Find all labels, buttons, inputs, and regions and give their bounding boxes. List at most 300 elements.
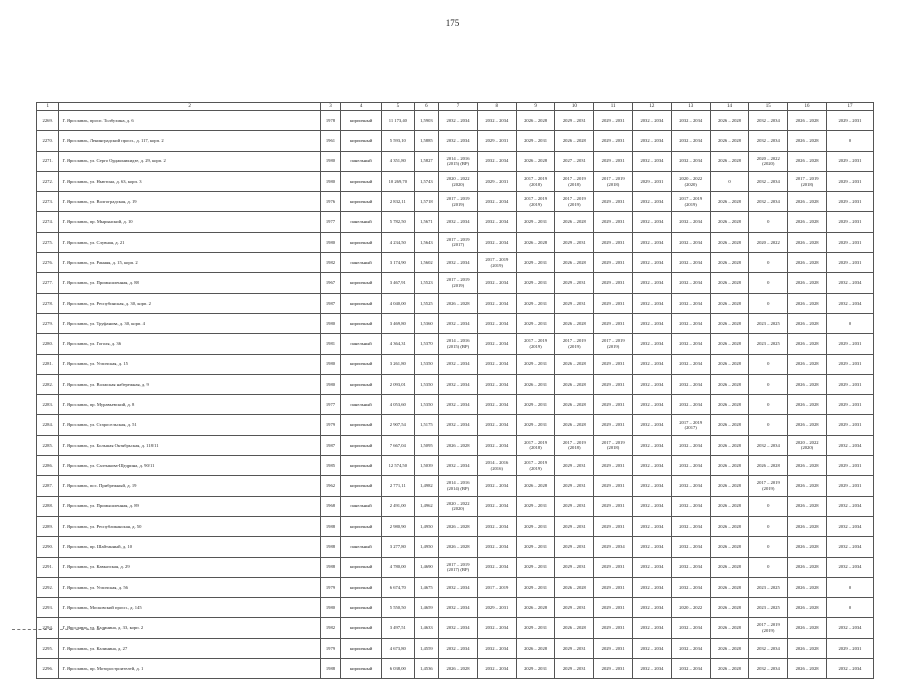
period-col-12-cell: 2032 – 2034 xyxy=(633,415,672,435)
period-col-11-cell: 2029 – 2031 xyxy=(594,496,633,516)
period-col-11-cell: 2029 – 2031 xyxy=(594,516,633,536)
year-built-cell: 1988 xyxy=(320,516,340,536)
period-col-17-cell: 2029 – 2031 xyxy=(826,374,873,394)
period-col-12-cell: 2032 – 2034 xyxy=(633,212,672,232)
area-cell: 3 261,80 xyxy=(381,354,414,374)
period-col-12-cell: 2032 – 2034 xyxy=(633,354,672,374)
period-col-17-cell: 2032 – 2034 xyxy=(826,516,873,536)
table-row xyxy=(37,293,874,313)
period-col-13-cell: 2017 – 2019 (2017) xyxy=(671,415,710,435)
coefficient-cell: 1,5360 xyxy=(414,313,438,333)
table-row xyxy=(37,212,874,232)
wall-material-cell: кирпичный xyxy=(341,618,382,638)
area-cell: 3 277,80 xyxy=(381,537,414,557)
period-col-9-cell: 2017 – 2019 (2019) xyxy=(516,456,555,476)
period-col-10-cell: 2026 – 2028 xyxy=(555,253,594,273)
period-col-15-cell: 2023 – 2025 xyxy=(749,598,788,618)
period-col-7-cell: 2032 – 2034 xyxy=(439,415,478,435)
period-col-11-cell: 2017 – 2019 (2019) xyxy=(594,334,633,354)
period-col-10-cell: 2029 – 2031 xyxy=(555,537,594,557)
period-col-11-cell: 2029 – 2031 xyxy=(594,192,633,212)
period-col-7-cell: 2032 – 2034 xyxy=(439,577,478,597)
year-built-cell: 1980 xyxy=(320,232,340,252)
period-col-10-cell: 2029 – 2031 xyxy=(555,598,594,618)
period-col-15-cell: 0 xyxy=(749,374,788,394)
period-col-10-cell: 2026 – 2028 xyxy=(555,212,594,232)
coefficient-cell: 1,5350 xyxy=(414,354,438,374)
row-number-cell: 2289. xyxy=(37,516,59,536)
period-col-15-cell: 2023 – 2025 xyxy=(749,313,788,333)
period-col-11-cell: 2029 – 2031 xyxy=(594,111,633,131)
period-col-10-cell: 2017 – 2019 (2019) xyxy=(555,334,594,354)
period-col-14-cell: 2026 – 2028 xyxy=(710,435,749,455)
coefficient-cell: 1,4690 xyxy=(414,557,438,577)
table-row xyxy=(37,435,874,455)
period-col-12-cell: 2032 – 2034 xyxy=(633,496,672,516)
row-number-cell: 2280. xyxy=(37,334,59,354)
wall-material-cell: панельный xyxy=(341,212,382,232)
coefficient-cell: 1,4559 xyxy=(414,638,438,658)
period-col-7-cell: 2020 – 2022 (2020) xyxy=(439,496,478,516)
coefficient-cell: 1,5827 xyxy=(414,151,438,171)
period-col-8-cell: 2032 – 2034 xyxy=(477,212,516,232)
period-col-12-cell: 2032 – 2034 xyxy=(633,334,672,354)
period-col-7-cell: 2026 – 2028 xyxy=(439,537,478,557)
period-col-16-cell: 2026 – 2028 xyxy=(788,273,827,293)
period-col-14-cell: 0 xyxy=(710,171,749,191)
period-col-14-cell: 2026 – 2028 xyxy=(710,354,749,374)
table-row xyxy=(37,192,874,212)
period-col-10-cell: 2026 – 2028 xyxy=(555,374,594,394)
year-built-cell: 1980 xyxy=(320,151,340,171)
period-col-7-cell: 2032 – 2034 xyxy=(439,131,478,151)
period-col-14-cell: 2026 – 2028 xyxy=(710,496,749,516)
year-built-cell: 1977 xyxy=(320,212,340,232)
coefficient-cell: 1,5350 xyxy=(414,395,438,415)
period-col-14-cell: 2026 – 2028 xyxy=(710,293,749,313)
period-col-10-cell: 2026 – 2028 xyxy=(555,618,594,638)
table-row xyxy=(37,253,874,273)
period-col-15-cell: 2026 – 2028 xyxy=(749,456,788,476)
period-col-15-cell: 2023 – 2025 xyxy=(749,577,788,597)
period-col-15-cell: 2032 – 2034 xyxy=(749,111,788,131)
table-row xyxy=(37,232,874,252)
period-col-14-cell: 2026 – 2028 xyxy=(710,334,749,354)
period-col-15-cell: 2032 – 2034 xyxy=(749,131,788,151)
address-cell: Г. Ярославль, ул. Промышленная, д. 89 xyxy=(59,496,320,516)
column-number-12: 12 xyxy=(633,103,672,111)
table-row xyxy=(37,516,874,536)
period-col-10-cell: 2029 – 2031 xyxy=(555,557,594,577)
area-cell: 2 771,11 xyxy=(381,476,414,496)
year-built-cell: 1980 xyxy=(320,598,340,618)
period-col-11-cell: 2029 – 2031 xyxy=(594,395,633,415)
row-number-cell: 2276. xyxy=(37,253,59,273)
area-cell: 5 782,50 xyxy=(381,212,414,232)
period-col-9-cell: 2029 – 2031 xyxy=(516,537,555,557)
area-cell: 3 174,90 xyxy=(381,253,414,273)
period-col-13-cell: 2032 – 2034 xyxy=(671,334,710,354)
period-col-11-cell: 2029 – 2031 xyxy=(594,131,633,151)
row-number-cell: 2273. xyxy=(37,192,59,212)
period-col-7-cell: 2026 – 2028 xyxy=(439,293,478,313)
period-col-17-cell: 2029 – 2031 xyxy=(826,253,873,273)
period-col-12-cell: 2032 – 2034 xyxy=(633,638,672,658)
period-col-12-cell: 2032 – 2034 xyxy=(633,577,672,597)
period-col-10-cell: 2026 – 2028 xyxy=(555,131,594,151)
period-col-7-cell: 2032 – 2034 xyxy=(439,253,478,273)
area-cell: 6 674,70 xyxy=(381,577,414,597)
coefficient-cell: 1,4536 xyxy=(414,659,438,679)
period-col-17-cell: 0 xyxy=(826,313,873,333)
period-col-9-cell: 2029 – 2031 xyxy=(516,313,555,333)
period-col-17-cell: 2029 – 2031 xyxy=(826,232,873,252)
coefficient-cell: 1,5671 xyxy=(414,212,438,232)
address-cell: Г. Ярославль, Московский просп., д. 145 xyxy=(59,598,320,618)
period-col-13-cell: 2032 – 2034 xyxy=(671,253,710,273)
period-col-7-cell: 2017 – 2019 (2017) xyxy=(439,232,478,252)
period-col-15-cell: 2023 – 2025 xyxy=(749,334,788,354)
year-built-cell: 1987 xyxy=(320,293,340,313)
row-number-cell: 2288. xyxy=(37,496,59,516)
wall-material-cell: панельный xyxy=(341,496,382,516)
period-col-16-cell: 2026 – 2028 xyxy=(788,212,827,232)
period-col-8-cell: 2032 – 2034 xyxy=(477,354,516,374)
period-col-17-cell: 2032 – 2034 xyxy=(826,435,873,455)
row-number-cell: 2296. xyxy=(37,659,59,679)
period-col-12-cell: 2032 – 2034 xyxy=(633,618,672,638)
wall-material-cell: кирпичный xyxy=(341,374,382,394)
area-cell: 4 364,31 xyxy=(381,334,414,354)
period-col-13-cell: 2017 – 2019 (2019) xyxy=(671,192,710,212)
period-col-7-cell: 2032 – 2034 xyxy=(439,618,478,638)
year-built-cell: 1968 xyxy=(320,496,340,516)
row-number-cell: 2279. xyxy=(37,313,59,333)
period-col-9-cell: 2026 – 2028 xyxy=(516,111,555,131)
period-col-17-cell: 2029 – 2031 xyxy=(826,395,873,415)
table-row xyxy=(37,151,874,171)
period-col-13-cell: 2032 – 2034 xyxy=(671,516,710,536)
period-col-10-cell: 2026 – 2028 xyxy=(555,577,594,597)
period-col-14-cell: 2026 – 2028 xyxy=(710,476,749,496)
wall-material-cell: панельный xyxy=(341,537,382,557)
period-col-10-cell: 2029 – 2031 xyxy=(555,638,594,658)
period-col-17-cell: 2032 – 2034 xyxy=(826,557,873,577)
coefficient-cell: 1,5350 xyxy=(414,374,438,394)
wall-material-cell: кирпичный xyxy=(341,557,382,577)
period-col-11-cell: 2029 – 2031 xyxy=(594,557,633,577)
table-row xyxy=(37,638,874,658)
wall-material-cell: кирпичный xyxy=(341,192,382,212)
period-col-13-cell: 2032 – 2034 xyxy=(671,232,710,252)
year-built-cell: 1988 xyxy=(320,537,340,557)
period-col-13-cell: 2032 – 2034 xyxy=(671,293,710,313)
period-col-8-cell: 2032 – 2034 xyxy=(477,516,516,536)
period-col-16-cell: 2026 – 2028 xyxy=(788,456,827,476)
period-col-10-cell: 2017 – 2019 (2018) xyxy=(555,435,594,455)
column-number-7: 7 xyxy=(439,103,478,111)
year-built-cell: 1979 xyxy=(320,415,340,435)
wall-material-cell: панельный xyxy=(341,151,382,171)
column-number-17: 17 xyxy=(826,103,873,111)
period-col-13-cell: 2032 – 2034 xyxy=(671,618,710,638)
period-col-10-cell: 2017 – 2019 (2019) xyxy=(555,192,594,212)
area-cell: 4 053,60 xyxy=(381,395,414,415)
year-built-cell: 1979 xyxy=(320,638,340,658)
coefficient-cell: 1,5903 xyxy=(414,111,438,131)
period-col-12-cell: 2032 – 2034 xyxy=(633,293,672,313)
period-col-17-cell: 2032 – 2034 xyxy=(826,618,873,638)
period-col-17-cell: 2032 – 2034 xyxy=(826,273,873,293)
row-number-cell: 2285. xyxy=(37,435,59,455)
period-col-11-cell: 2029 – 2031 xyxy=(594,415,633,435)
coefficient-cell: 1,5370 xyxy=(414,334,438,354)
period-col-11-cell: 2029 – 2034 xyxy=(594,537,633,557)
coefficient-cell: 1,4950 xyxy=(414,516,438,536)
period-col-17-cell: 2029 – 2031 xyxy=(826,476,873,496)
page-number: 175 xyxy=(445,18,460,28)
column-number-4: 4 xyxy=(341,103,382,111)
period-col-14-cell: 2026 – 2028 xyxy=(710,618,749,638)
wall-material-cell: кирпичный xyxy=(341,111,382,131)
period-col-9-cell: 2029 – 2031 xyxy=(516,496,555,516)
period-col-13-cell: 2032 – 2034 xyxy=(671,212,710,232)
period-col-8-cell: 2032 – 2034 xyxy=(477,395,516,415)
year-built-cell: 1981 xyxy=(320,334,340,354)
table-row xyxy=(37,476,874,496)
period-col-8-cell: 2029 – 2031 xyxy=(477,598,516,618)
period-col-8-cell: 2032 – 2034 xyxy=(477,334,516,354)
period-col-7-cell: 2026 – 2028 xyxy=(439,659,478,679)
area-cell: 2 491,00 xyxy=(381,496,414,516)
period-col-9-cell: 2029 – 2031 xyxy=(516,395,555,415)
row-number-cell: 2295. xyxy=(37,638,59,658)
period-col-12-cell: 2032 – 2034 xyxy=(633,273,672,293)
period-col-17-cell: 2029 – 2031 xyxy=(826,171,873,191)
year-built-cell: 1980 xyxy=(320,171,340,191)
period-col-14-cell: 2026 – 2028 xyxy=(710,374,749,394)
address-cell: Г. Ярославль, пр. Шайтанный, д. 10 xyxy=(59,537,320,557)
period-col-7-cell: 2032 – 2034 xyxy=(439,456,478,476)
period-col-16-cell: 2026 – 2028 xyxy=(788,354,827,374)
period-col-9-cell: 2026 – 2028 xyxy=(516,598,555,618)
address-cell: Г. Ярославль, ул. Гоголя, д. 36 xyxy=(59,334,320,354)
period-col-11-cell: 2029 – 2031 xyxy=(594,456,633,476)
period-col-10-cell: 2026 – 2028 xyxy=(555,395,594,415)
period-col-10-cell: 2029 – 2031 xyxy=(555,293,594,313)
row-number-cell: 2291. xyxy=(37,557,59,577)
period-col-16-cell: 2026 – 2028 xyxy=(788,313,827,333)
period-col-15-cell: 2017 – 2019 (2019) xyxy=(749,476,788,496)
period-col-14-cell: 2026 – 2028 xyxy=(710,516,749,536)
period-col-8-cell: 2032 – 2034 xyxy=(477,415,516,435)
period-col-16-cell: 2026 – 2028 xyxy=(788,111,827,131)
period-col-13-cell: 2032 – 2034 xyxy=(671,456,710,476)
period-col-11-cell: 2017 – 2019 (2018) xyxy=(594,435,633,455)
period-col-16-cell: 2026 – 2028 xyxy=(788,496,827,516)
period-col-12-cell: 2032 – 2034 xyxy=(633,435,672,455)
period-col-8-cell: 2017 – 2019 xyxy=(477,577,516,597)
row-number-cell: 2284. xyxy=(37,415,59,435)
period-col-16-cell: 2020 – 2022 (2020) xyxy=(788,435,827,455)
period-col-16-cell: 2026 – 2028 xyxy=(788,253,827,273)
area-cell: 3 497,51 xyxy=(381,618,414,638)
period-col-13-cell: 2032 – 2034 xyxy=(671,111,710,131)
row-number-cell: 2271. xyxy=(37,151,59,171)
wall-material-cell: кирпичный xyxy=(341,415,382,435)
period-col-16-cell: 2026 – 2028 xyxy=(788,577,827,597)
address-cell: Г. Ярославль, ул. Большая Октябрьская, д. 118/11 xyxy=(59,435,320,455)
column-number-11: 11 xyxy=(594,103,633,111)
period-col-14-cell: 2026 – 2028 xyxy=(710,659,749,679)
address-cell: Г. Ярославль, ул. Калинина, д. 33, корп. 2 xyxy=(59,618,320,638)
address-cell: Г. Ярославль, ул. Серго Орджоникидзе, д. 29, корп. 2 xyxy=(59,151,320,171)
period-col-17-cell: 2029 – 2031 xyxy=(826,212,873,232)
coefficient-cell: 1,5523 xyxy=(414,273,438,293)
period-col-9-cell: 2029 – 2031 xyxy=(516,253,555,273)
address-cell: Г. Ярославль, пос. Прибрежный, д. 19 xyxy=(59,476,320,496)
period-col-17-cell: 0 xyxy=(826,131,873,151)
period-col-7-cell: 2014 – 2016 (2015) (ВР) xyxy=(439,334,478,354)
period-col-13-cell: 2032 – 2034 xyxy=(671,537,710,557)
row-number-cell: 2290. xyxy=(37,537,59,557)
coefficient-cell: 1,4982 xyxy=(414,476,438,496)
period-col-9-cell: 2029 – 2031 xyxy=(516,557,555,577)
period-col-17-cell: 2032 – 2034 xyxy=(826,659,873,679)
coefficient-cell: 1,4659 xyxy=(414,598,438,618)
period-col-16-cell: 2026 – 2028 xyxy=(788,151,827,171)
address-cell: Г. Ярославль, Ленинградский просп., д. 117, корп. 2 xyxy=(59,131,320,151)
period-col-7-cell: 2026 – 2028 xyxy=(439,435,478,455)
period-col-9-cell: 2029 – 2031 xyxy=(516,577,555,597)
column-number-6: 6 xyxy=(414,103,438,111)
period-col-17-cell: 2029 – 2031 xyxy=(826,456,873,476)
period-col-13-cell: 2032 – 2034 xyxy=(671,435,710,455)
period-col-8-cell: 2032 – 2034 xyxy=(477,293,516,313)
period-col-11-cell: 2029 – 2031 xyxy=(594,273,633,293)
period-col-15-cell: 0 xyxy=(749,354,788,374)
period-col-13-cell: 2032 – 2034 xyxy=(671,374,710,394)
area-cell: 4 351,80 xyxy=(381,151,414,171)
period-col-10-cell: 2026 – 2028 xyxy=(555,354,594,374)
wall-material-cell: кирпичный xyxy=(341,577,382,597)
period-col-13-cell: 2032 – 2034 xyxy=(671,476,710,496)
period-col-9-cell: 2017 – 2019 (2019) xyxy=(516,192,555,212)
year-built-cell: 1980 xyxy=(320,374,340,394)
period-col-10-cell: 2029 – 2031 xyxy=(555,456,594,476)
coefficient-cell: 1,5039 xyxy=(414,456,438,476)
period-col-12-cell: 2032 – 2034 xyxy=(633,111,672,131)
coefficient-cell: 1,5743 xyxy=(414,171,438,191)
column-number-10: 10 xyxy=(555,103,594,111)
year-built-cell: 1988 xyxy=(320,659,340,679)
period-col-11-cell: 2029 – 2031 xyxy=(594,232,633,252)
period-col-11-cell: 2017 – 2019 (2018) xyxy=(594,171,633,191)
period-col-9-cell: 2029 – 2031 xyxy=(516,354,555,374)
period-col-8-cell: 2032 – 2034 xyxy=(477,476,516,496)
table-row xyxy=(37,577,874,597)
period-col-10-cell: 2029 – 2031 xyxy=(555,111,594,131)
address-cell: Г. Ярославль, пр. Муравьевский, д. 8 xyxy=(59,395,320,415)
coefficient-cell: 1,4675 xyxy=(414,577,438,597)
table-row xyxy=(37,456,874,476)
area-cell: 4 780,00 xyxy=(381,557,414,577)
wall-material-cell: кирпичный xyxy=(341,476,382,496)
area-cell: 2 980,90 xyxy=(381,516,414,536)
period-col-16-cell: 2017 – 2019 (2018) xyxy=(788,171,827,191)
period-col-14-cell: 2026 – 2028 xyxy=(710,638,749,658)
period-col-9-cell: 2029 – 2031 xyxy=(516,659,555,679)
year-built-cell: 1987 xyxy=(320,435,340,455)
period-col-15-cell: 2020 – 2022 (2020) xyxy=(749,151,788,171)
year-built-cell: 1961 xyxy=(320,131,340,151)
period-col-10-cell: 2029 – 2031 xyxy=(555,659,594,679)
coefficient-cell: 1,4962 xyxy=(414,496,438,516)
period-col-14-cell: 2026 – 2028 xyxy=(710,192,749,212)
year-built-cell: 1988 xyxy=(320,557,340,577)
period-col-8-cell: 2032 – 2034 xyxy=(477,192,516,212)
address-cell: Г. Ярославль, ул. Волгоградская, д. 19 xyxy=(59,192,320,212)
column-number-2: 2 xyxy=(59,103,320,111)
wall-material-cell: панельный xyxy=(341,334,382,354)
period-col-9-cell: 2029 – 2031 xyxy=(516,516,555,536)
year-built-cell: 1978 xyxy=(320,111,340,131)
period-col-9-cell: 2029 – 2031 xyxy=(516,618,555,638)
period-col-8-cell: 2032 – 2034 xyxy=(477,659,516,679)
year-built-cell: 1977 xyxy=(320,395,340,415)
coefficient-cell: 1,5095 xyxy=(414,435,438,455)
period-col-8-cell: 2032 – 2034 xyxy=(477,618,516,638)
period-col-15-cell: 2017 – 2019 (2019) xyxy=(749,618,788,638)
period-col-7-cell: 2020 – 2022 (2020) xyxy=(439,171,478,191)
period-col-17-cell: 2029 – 2031 xyxy=(826,151,873,171)
period-col-16-cell: 2026 – 2028 xyxy=(788,476,827,496)
period-col-13-cell: 2032 – 2034 xyxy=(671,638,710,658)
area-cell: 5 593,10 xyxy=(381,131,414,151)
period-col-14-cell: 2026 – 2028 xyxy=(710,151,749,171)
area-cell: 3 469,80 xyxy=(381,313,414,333)
period-col-12-cell: 2032 – 2034 xyxy=(633,395,672,415)
period-col-11-cell: 2029 – 2031 xyxy=(594,598,633,618)
period-col-16-cell: 2026 – 2028 xyxy=(788,131,827,151)
period-col-16-cell: 2026 – 2028 xyxy=(788,598,827,618)
period-col-16-cell: 2026 – 2028 xyxy=(788,374,827,394)
period-col-13-cell: 2032 – 2034 xyxy=(671,313,710,333)
address-cell: Г. Ярославль, ул. Слувная, д. 21 xyxy=(59,232,320,252)
area-cell: 2 832,11 xyxy=(381,192,414,212)
address-cell: Г. Ярославль, ул. Кавказская, д. 29 xyxy=(59,557,320,577)
period-col-7-cell: 2014 – 2016 (2014) (ВР) xyxy=(439,476,478,496)
column-number-16: 16 xyxy=(788,103,827,111)
address-cell: Г. Ярославль, ул. Волжская набережная, д. 9 xyxy=(59,374,320,394)
year-built-cell: 1985 xyxy=(320,456,340,476)
year-built-cell: 1979 xyxy=(320,577,340,597)
period-col-15-cell: 0 xyxy=(749,273,788,293)
column-number-1: 1 xyxy=(37,103,59,111)
table-row xyxy=(37,659,874,679)
period-col-8-cell: 2032 – 2034 xyxy=(477,232,516,252)
period-col-14-cell: 2026 – 2028 xyxy=(710,537,749,557)
period-col-17-cell: 2032 – 2034 xyxy=(826,293,873,313)
period-col-13-cell: 2032 – 2034 xyxy=(671,273,710,293)
period-col-11-cell: 2029 – 2031 xyxy=(594,577,633,597)
address-cell: Г. Ярославль, ул. Салтыкова-Щедрина, д. 90/11 xyxy=(59,456,320,476)
period-col-8-cell: 2032 – 2034 xyxy=(477,374,516,394)
period-col-7-cell: 2032 – 2034 xyxy=(439,598,478,618)
address-cell: Г. Ярославль, пр. Мырынский, д. 10 xyxy=(59,212,320,232)
period-col-8-cell: 2029 – 2031 xyxy=(477,171,516,191)
address-cell: Г. Ярославль, ул. Республиканская, д. 50 xyxy=(59,516,320,536)
